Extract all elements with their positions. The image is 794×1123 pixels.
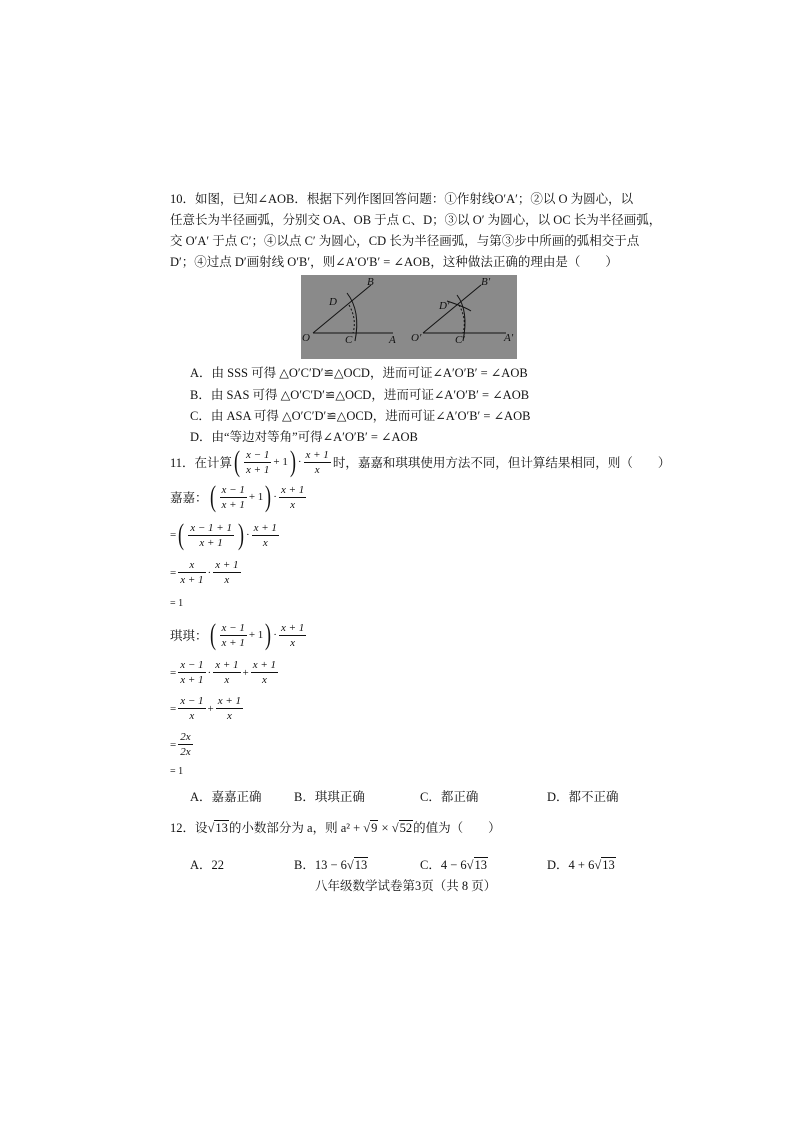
q12-stem: 12．设√13的小数部分为 a，则 a² + √9 × √52的值为（ ） — [170, 821, 501, 835]
q10-option-a: A．由 SSS 可得 △O′C′D′≌△OCD，进而可证∠A′O′B′ = ∠AOB — [190, 366, 528, 380]
q10-construction-figure — [301, 275, 517, 359]
q11-option-d: D．都不正确 — [547, 790, 619, 804]
q10-line-2: 任意长为半径画弧，分别交 OA、OB 于点 C、D；③以 O′ 为圆心，以 OC 长为半径画弧， — [170, 213, 662, 227]
label-b-prime: B′ — [481, 276, 491, 288]
angle-construction-diagram — [301, 275, 517, 359]
fraction: $\frac{x - 1}{x + 1}$ — [246, 448, 270, 476]
q12-option-a: A．22 — [190, 858, 225, 872]
qiqi-step-2: = $\frac{x - 1}{x + 1}$ · $\frac{x + 1}{x}$ + $\frac{x + 1}{x}$ — [170, 659, 277, 686]
q10-option-c: C．由 ASA 可得 △O′C′D′≌△OCD，进而可证∠A′O′B′ = ∠AOB — [190, 409, 531, 423]
qiqi-step-1: 琪琪： ( $\frac{x - 1}{x + 1}$ + 1 ) · $\frac{x + 1}{x}$ — [170, 618, 305, 651]
q10-option-b: B．由 SAS 可得 △O′C′D′≌△OCD，进而可证∠A′O′B′ = ∠AOB — [190, 388, 530, 402]
label-a: A — [389, 334, 396, 346]
q12-option-d: D．4 + 6√13 — [547, 858, 615, 872]
label-o: O — [302, 332, 310, 344]
left-paren: ( — [234, 445, 241, 478]
q10-option-d: D．由“等边对等角”可得∠A′O′B′ = ∠AOB — [190, 430, 418, 444]
q12-option-b: B．13 − 6√13 — [294, 858, 368, 872]
qiqi-result: = 1 — [170, 766, 184, 777]
q11-option-b: B．琪琪正确 — [294, 790, 365, 804]
label-o-prime: O′ — [411, 332, 422, 344]
page-footer: 八年级数学试卷第3页（共 8 页） — [315, 879, 497, 893]
q11-option-c: C．都正确 — [420, 790, 479, 804]
label-c-prime: C′ — [455, 334, 465, 346]
q11-prefix: 11．在计算 — [170, 456, 233, 470]
qiqi-step-3: = $\frac{x - 1}{x}$ + $\frac{x + 1}{x}$ — [170, 695, 242, 722]
label-b: B — [367, 276, 374, 288]
jiajia-step-1: 嘉嘉： ( $\frac{x - 1}{x + 1}$ + 1 ) · $\frac{x + 1}{x}$ — [170, 480, 305, 513]
label-c: C — [345, 334, 353, 346]
label-a-prime: A′ — [504, 332, 514, 344]
jiajia-result: = 1 — [170, 598, 184, 609]
q12-option-c: C．4 − 6√13 — [420, 858, 488, 872]
q11-option-a: A．嘉嘉正确 — [190, 790, 262, 804]
q10-line-1: 10．如图，已知∠AOB．根据下列作图回答问题：①作射线O′A′；②以 O 为圆心，以 — [170, 192, 634, 206]
label-d-prime: D′ — [439, 300, 450, 312]
jiajia-step-3: = $\frac{x}{x + 1}$ · $\frac{x + 1}{x}$ — [170, 559, 239, 586]
q11-stem: 11．在计算 ( $\frac{x - 1}{x + 1}$ + 1 ) · $\frac{x + 1}{x}$ 时，嘉嘉和琪琪使用方法不同，但计算结果相同，则（ ） — [170, 445, 671, 478]
q11-suffix: 时，嘉嘉和琪琪使用方法不同，但计算结果相同，则（ ） — [332, 456, 671, 470]
q10-line-3: 交 O′A′ 于点 C′；④以点 C′ 为圆心，CD 长为半径画弧，与第③步中所画的弧相交于点 — [170, 234, 640, 248]
qiqi-step-4: = $\frac{2x}{2x}$ — [170, 731, 191, 758]
label-d: D — [329, 296, 337, 308]
jiajia-step-2: = ( $\frac{x - 1 + 1}{x + 1}$ ) · $\frac{x + 1}{x}$ — [170, 518, 277, 551]
fraction: $\frac{x + 1}{x}$ — [305, 448, 329, 476]
right-paren: ) — [289, 445, 296, 478]
q10-line-4: D′；④过点 D′画射线 O′B′，则∠A′O′B′ = ∠AOB，这种做法正确的理由是（ ） — [170, 255, 618, 269]
